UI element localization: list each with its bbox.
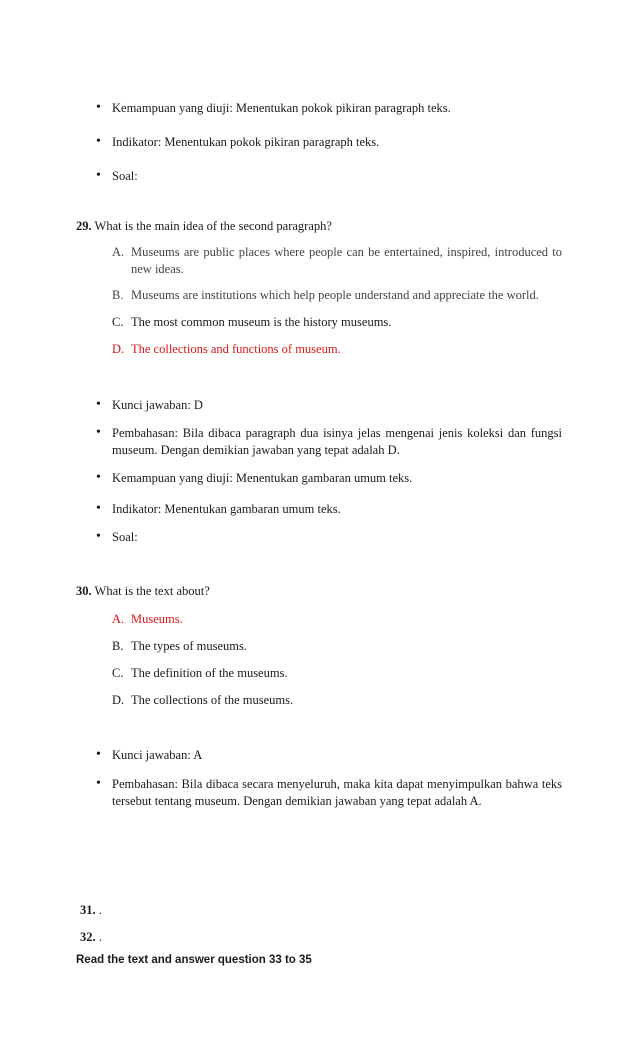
bullet-text: Indikator: Menentukan pokok pikiran paragraph teks. [112, 135, 380, 149]
bullet-icon: • [96, 168, 101, 183]
option-text: The most common museum is the history museums. [131, 315, 392, 329]
bullet-text: Soal: [112, 530, 138, 544]
option-letter: A. [112, 245, 125, 259]
question-number: 29. [76, 219, 92, 233]
bullet-icon: • [96, 529, 101, 544]
option-text: Museums are public places where people can be entertained, inspired, introduced to new ideas. [131, 245, 562, 276]
bullet-text: Kemampuan yang diuji: Menentukan pokok pikiran paragraph teks. [112, 101, 451, 115]
bullet-text: Kunci jawaban: D [112, 398, 203, 412]
option-text: The definition of the museums. [131, 666, 288, 680]
question-text: What is the text about? [94, 584, 210, 598]
section-heading: Read the text and answer question 33 to 35 [76, 954, 312, 966]
bullet-icon: • [96, 425, 101, 440]
question-number: 31. [80, 903, 96, 917]
bullet-icon: • [96, 470, 101, 485]
bullet-text: Kunci jawaban: A [112, 748, 203, 762]
question-31 [80, 902, 102, 919]
option-letter: C. [112, 315, 124, 329]
bullet-icon: • [96, 747, 101, 762]
option-letter: B. [112, 288, 124, 302]
bullet-icon: • [96, 134, 101, 149]
option-letter-answer: A. [112, 612, 125, 626]
option-letter: D. [112, 693, 125, 707]
bullet-text: Pembahasan: Bila dibaca paragraph dua isinya jelas mengenai jenis koleksi dan fungsi museum. Dengan demikian jawaban yang tepat adalah D. [112, 426, 562, 457]
bullet-icon: • [96, 501, 101, 516]
option-letter: B. [112, 639, 124, 653]
bullet-text: Indikator: Menentukan gambaran umum teks. [112, 502, 341, 516]
option-text: The collections of the museums. [131, 693, 294, 707]
question-30 [76, 583, 210, 600]
option-text-answer: The collections and functions of museum. [131, 342, 341, 356]
option-text-answer: Museums. [131, 612, 183, 626]
bullet-text: Pembahasan: Bila dibaca secara menyeluruh, maka kita dapat menyimpulkan bahwa teks tersebut tentang museum. Dengan demikian jawaban yang tepat adalah A. [112, 777, 562, 808]
option-text: Museums are institutions which help people understand and appreciate the world. [131, 288, 539, 302]
question-text: . [98, 930, 102, 944]
question-32 [80, 929, 102, 946]
question-number: 30. [76, 584, 92, 598]
question-number: 32. [80, 930, 96, 944]
option-text: The types of museums. [131, 639, 247, 653]
bullet-icon: • [96, 776, 101, 791]
question-text: . [98, 903, 102, 917]
bullet-text: Soal: [112, 169, 138, 183]
option-letter-answer: D. [112, 342, 125, 356]
bullet-icon: • [96, 397, 101, 412]
bullet-text: Kemampuan yang diuji: Menentukan gambaran umum teks. [112, 471, 413, 485]
question-29 [76, 218, 332, 235]
bullet-icon: • [96, 100, 101, 115]
question-text: What is the main idea of the second paragraph? [94, 219, 332, 233]
option-letter: C. [112, 666, 124, 680]
